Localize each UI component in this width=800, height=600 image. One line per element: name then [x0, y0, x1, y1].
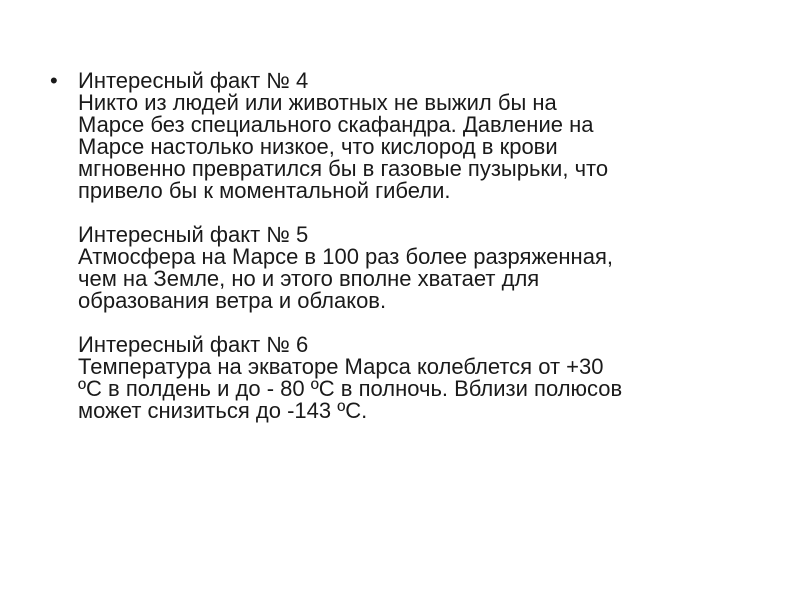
fact-line: Марсе настолько низкое, что кислород в крови — [78, 134, 558, 159]
fact-heading: Интересный факт № 6 — [78, 332, 309, 357]
fact-line: может снизиться до -143 ºC. — [78, 398, 368, 423]
bullet-icon: • — [50, 68, 58, 93]
fact-line: мгновенно превратился бы в газовые пузырьки, что — [78, 156, 609, 181]
fact-line: Никто из людей или животных не выжил бы на — [78, 90, 557, 115]
fact-line: привело бы к моментальной гибели. — [78, 178, 451, 203]
fact-heading: Интересный факт № 5 — [78, 222, 309, 247]
fact-line: образования ветра и облаков. — [78, 288, 387, 313]
fact-line: Марсе без специального скафандра. Давление на — [78, 112, 594, 137]
fact-heading: Интересный факт № 4 — [78, 68, 309, 93]
fact-5 — [78, 224, 750, 312]
fact-line: Атмосфера на Марсе в 100 раз более разряженная, — [78, 244, 613, 269]
fact-line: ºC в полдень и до - 80 ºC в полночь. Вблизи полюсов — [78, 376, 623, 401]
bullet-text — [78, 70, 750, 422]
fact-line: чем на Земле, но и этого вполне хватает для — [78, 266, 540, 291]
fact-4 — [78, 70, 750, 202]
fact-line: Температура на экваторе Марса колеблется от +30 — [78, 354, 604, 379]
fact-6 — [78, 334, 750, 422]
